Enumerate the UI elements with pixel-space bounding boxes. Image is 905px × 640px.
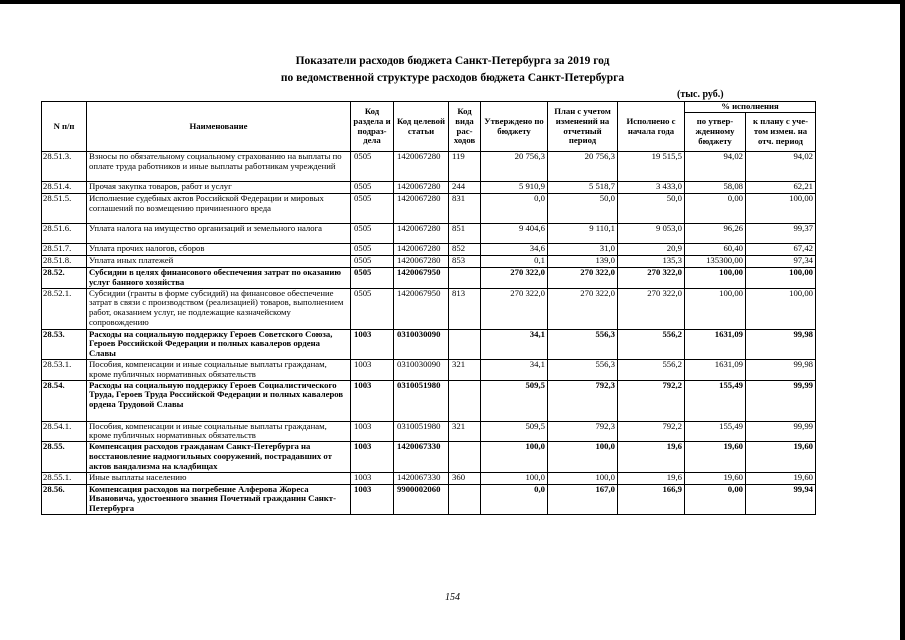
- row-celevoy: 1420067950: [394, 288, 449, 329]
- row-razdel: 1003: [351, 359, 394, 380]
- table-row: [42, 484, 816, 514]
- row-name: Пособия, компенсации и иные социальные выплаты гражданам, кроме публичных нормативных обязательств: [87, 421, 351, 442]
- table-row: [42, 288, 816, 329]
- row-pct-plan: 62,21: [746, 182, 816, 194]
- row-num: 28.51.7.: [42, 244, 87, 256]
- row-pct-plan: 67,42: [746, 244, 816, 256]
- document-title-line2: по ведомственной структуре расходов бюджета Санкт-Петербурга: [280, 72, 625, 84]
- table-row: [42, 329, 816, 359]
- document-title-line1: Показатели расходов бюджета Санкт-Петербурга за 2019 год: [295, 55, 610, 67]
- row-vid: 851: [449, 224, 481, 244]
- row-name: Уплата иных платежей: [87, 256, 351, 268]
- table-body: [42, 152, 816, 515]
- row-pct-plan: 19,60: [746, 472, 816, 484]
- row-pct-approved: 135300,00: [685, 256, 746, 268]
- row-pct-approved: 94,02: [685, 152, 746, 182]
- row-pct-plan: 99,99: [746, 380, 816, 421]
- header-name: Наименование: [87, 102, 351, 152]
- table-row: [42, 256, 816, 268]
- row-num: 28.51.8.: [42, 256, 87, 268]
- row-approved: 5 910,9: [481, 182, 548, 194]
- row-vid: [449, 329, 481, 359]
- row-pct-approved: 96,26: [685, 224, 746, 244]
- row-executed: 20,9: [618, 244, 685, 256]
- table-row: [42, 224, 816, 244]
- row-executed: 9 053,0: [618, 224, 685, 244]
- row-razdel: 0505: [351, 194, 394, 224]
- row-pct-approved: 0,00: [685, 194, 746, 224]
- table-row: [42, 380, 816, 421]
- header-vid: Код вида рас- ходов: [449, 102, 481, 152]
- row-executed: 270 322,0: [618, 268, 685, 289]
- row-approved: 100,0: [481, 472, 548, 484]
- header-executed: Исполнено с начала года: [618, 102, 685, 152]
- row-plan: 556,3: [548, 329, 618, 359]
- row-plan: 20 756,3: [548, 152, 618, 182]
- row-pct-plan: 19,60: [746, 442, 816, 472]
- row-pct-plan: 99,98: [746, 329, 816, 359]
- row-executed: 792,2: [618, 380, 685, 421]
- row-executed: 270 322,0: [618, 288, 685, 329]
- row-approved: 34,1: [481, 359, 548, 380]
- row-celevoy: 0310030090: [394, 359, 449, 380]
- row-razdel: 0505: [351, 288, 394, 329]
- row-celevoy: 1420067280: [394, 194, 449, 224]
- row-celevoy: 0310051980: [394, 421, 449, 442]
- row-plan: 792,3: [548, 421, 618, 442]
- row-celevoy: 1420067280: [394, 224, 449, 244]
- table-row: [42, 442, 816, 472]
- row-name: Иные выплаты населению: [87, 472, 351, 484]
- table-row: [42, 244, 816, 256]
- row-pct-plan: 100,00: [746, 194, 816, 224]
- row-celevoy: 9900002060: [394, 484, 449, 514]
- row-name: Уплата прочих налогов, сборов: [87, 244, 351, 256]
- row-pct-plan: 99,94: [746, 484, 816, 514]
- header-plan: План с учетом изменений на отчетный период: [548, 102, 618, 152]
- row-executed: 792,2: [618, 421, 685, 442]
- table-row: [42, 359, 816, 380]
- row-approved: 9 404,6: [481, 224, 548, 244]
- row-name: Пособия, компенсации и иные социальные выплаты гражданам, кроме публичных нормативных обязательств: [87, 359, 351, 380]
- row-pct-approved: 100,00: [685, 288, 746, 329]
- row-executed: 19 515,5: [618, 152, 685, 182]
- row-razdel: 1003: [351, 380, 394, 421]
- row-celevoy: 0310051980: [394, 380, 449, 421]
- row-approved: 270 322,0: [481, 268, 548, 289]
- header-pct-plan: к плану с уче- том измен. на отч. период: [746, 113, 816, 152]
- table-row: [42, 194, 816, 224]
- row-executed: 19,6: [618, 442, 685, 472]
- table-row: [42, 421, 816, 442]
- row-approved: 0,0: [481, 194, 548, 224]
- row-name: Субсидии в целях финансового обеспечения затрат по оказанию услуг банного хозяйства: [87, 268, 351, 289]
- row-celevoy: 0310030090: [394, 329, 449, 359]
- row-razdel: 1003: [351, 442, 394, 472]
- row-executed: 3 433,0: [618, 182, 685, 194]
- table-row: [42, 472, 816, 484]
- row-razdel: 0505: [351, 256, 394, 268]
- row-vid: 321: [449, 359, 481, 380]
- row-vid: [449, 268, 481, 289]
- row-num: 28.55.: [42, 442, 87, 472]
- row-executed: 50,0: [618, 194, 685, 224]
- row-vid: 244: [449, 182, 481, 194]
- row-pct-plan: 100,00: [746, 268, 816, 289]
- row-pct-approved: 0,00: [685, 484, 746, 514]
- table-row: [42, 182, 816, 194]
- units-label: (тыс. руб.): [677, 89, 724, 100]
- row-plan: 50,0: [548, 194, 618, 224]
- row-executed: 556,2: [618, 359, 685, 380]
- row-name: Компенсация расходов гражданам Санкт-Петербурга на восстановление надмогильных сооружений, пострадавших от актов вандализма на кладбищах: [87, 442, 351, 472]
- row-celevoy: 1420067330: [394, 472, 449, 484]
- row-pct-approved: 155,49: [685, 421, 746, 442]
- row-vid: 360: [449, 472, 481, 484]
- row-approved: 509,5: [481, 421, 548, 442]
- row-plan: 31,0: [548, 244, 618, 256]
- header-num: N п/п: [42, 102, 87, 152]
- row-pct-plan: 99,99: [746, 421, 816, 442]
- row-pct-approved: 100,00: [685, 268, 746, 289]
- header-approved: Утверждено по бюджету: [481, 102, 548, 152]
- row-plan: 167,0: [548, 484, 618, 514]
- row-razdel: 1003: [351, 484, 394, 514]
- scan-edge-top: [0, 0, 905, 4]
- row-plan: 792,3: [548, 380, 618, 421]
- row-plan: 139,0: [548, 256, 618, 268]
- row-name: Расходы на социальную поддержку Героев Советского Союза, Героев Российской Федерации и полных кавалеров ордена Славы: [87, 329, 351, 359]
- row-pct-plan: 97,34: [746, 256, 816, 268]
- row-approved: 34,6: [481, 244, 548, 256]
- row-plan: 5 518,7: [548, 182, 618, 194]
- row-num: 28.51.6.: [42, 224, 87, 244]
- row-vid: 813: [449, 288, 481, 329]
- table-row: [42, 152, 816, 182]
- row-name: Компенсация расходов на погребение Алферова Жореса Ивановича, удостоенного звания Почетный гражданин Санкт-Петербурга: [87, 484, 351, 514]
- row-razdel: 1003: [351, 329, 394, 359]
- scan-edge-right: [900, 0, 905, 640]
- row-vid: [449, 380, 481, 421]
- row-pct-approved: 1631,09: [685, 359, 746, 380]
- row-celevoy: 1420067950: [394, 268, 449, 289]
- row-pct-plan: 94,02: [746, 152, 816, 182]
- row-approved: 0,1: [481, 256, 548, 268]
- row-num: 28.53.: [42, 329, 87, 359]
- row-num: 28.54.1.: [42, 421, 87, 442]
- row-vid: 321: [449, 421, 481, 442]
- row-vid: 853: [449, 256, 481, 268]
- header-pct-approved: по утвер- жденному бюджету: [685, 113, 746, 152]
- row-vid: [449, 484, 481, 514]
- row-pct-plan: 100,00: [746, 288, 816, 329]
- row-num: 28.56.: [42, 484, 87, 514]
- row-num: 28.51.4.: [42, 182, 87, 194]
- row-approved: 100,0: [481, 442, 548, 472]
- header-razdel: Код раздела и подраз- дела: [351, 102, 394, 152]
- header-celevoy: Код целевой статьи: [394, 102, 449, 152]
- row-pct-approved: 19,60: [685, 442, 746, 472]
- row-razdel: 0505: [351, 182, 394, 194]
- row-approved: 34,1: [481, 329, 548, 359]
- row-name: Субсидии (гранты в форме субсидий) на финансовое обеспечение затрат в связи с производством (реализацией) товаров, выполнением работ, оказанием услуг, не подлежащие казначейскому сопровождению: [87, 288, 351, 329]
- row-vid: 119: [449, 152, 481, 182]
- row-name: Взносы по обязательному социальному страхованию на выплаты по оплате труда работников и иные выплаты работникам учреждений: [87, 152, 351, 182]
- row-pct-approved: 60,40: [685, 244, 746, 256]
- row-approved: 270 322,0: [481, 288, 548, 329]
- row-razdel: 1003: [351, 421, 394, 442]
- row-razdel: 0505: [351, 224, 394, 244]
- row-plan: 270 322,0: [548, 288, 618, 329]
- row-name: Исполнение судебных актов Российской Федерации и мировых соглашений по возмещению причиненного вреда: [87, 194, 351, 224]
- row-celevoy: 1420067330: [394, 442, 449, 472]
- row-num: 28.52.1.: [42, 288, 87, 329]
- row-plan: 100,0: [548, 472, 618, 484]
- row-executed: 19,6: [618, 472, 685, 484]
- row-plan: 556,3: [548, 359, 618, 380]
- row-vid: 852: [449, 244, 481, 256]
- row-name: Расходы на социальную поддержку Героев Социалистического Труда, Героев Труда Российской Федерации и полных кавалеров ордена Трудовой Славы: [87, 380, 351, 421]
- row-celevoy: 1420067280: [394, 256, 449, 268]
- row-pct-approved: 19,60: [685, 472, 746, 484]
- row-name: Уплата налога на имущество организаций и земельного налога: [87, 224, 351, 244]
- row-num: 28.55.1.: [42, 472, 87, 484]
- row-num: 28.54.: [42, 380, 87, 421]
- row-celevoy: 1420067280: [394, 244, 449, 256]
- row-razdel: 0505: [351, 268, 394, 289]
- row-razdel: 0505: [351, 152, 394, 182]
- row-pct-approved: 1631,09: [685, 329, 746, 359]
- row-executed: 556,2: [618, 329, 685, 359]
- table-row: [42, 268, 816, 289]
- page-number: 154: [445, 592, 460, 603]
- row-num: 28.53.1.: [42, 359, 87, 380]
- row-razdel: 1003: [351, 472, 394, 484]
- row-plan: 270 322,0: [548, 268, 618, 289]
- row-approved: 0,0: [481, 484, 548, 514]
- row-plan: 100,0: [548, 442, 618, 472]
- row-celevoy: 1420067280: [394, 182, 449, 194]
- expenditure-table: [41, 101, 816, 515]
- row-num: 28.51.5.: [42, 194, 87, 224]
- row-executed: 166,9: [618, 484, 685, 514]
- row-approved: 509,5: [481, 380, 548, 421]
- row-vid: 831: [449, 194, 481, 224]
- row-executed: 135,3: [618, 256, 685, 268]
- row-plan: 9 110,1: [548, 224, 618, 244]
- row-pct-approved: 155,49: [685, 380, 746, 421]
- row-vid: [449, 442, 481, 472]
- row-approved: 20 756,3: [481, 152, 548, 182]
- row-razdel: 0505: [351, 244, 394, 256]
- row-pct-approved: 58,08: [685, 182, 746, 194]
- header-pct-group: % исполнения: [685, 102, 816, 113]
- row-name: Прочая закупка товаров, работ и услуг: [87, 182, 351, 194]
- row-pct-plan: 99,98: [746, 359, 816, 380]
- row-num: 28.51.3.: [42, 152, 87, 182]
- row-pct-plan: 99,37: [746, 224, 816, 244]
- row-num: 28.52.: [42, 268, 87, 289]
- row-celevoy: 1420067280: [394, 152, 449, 182]
